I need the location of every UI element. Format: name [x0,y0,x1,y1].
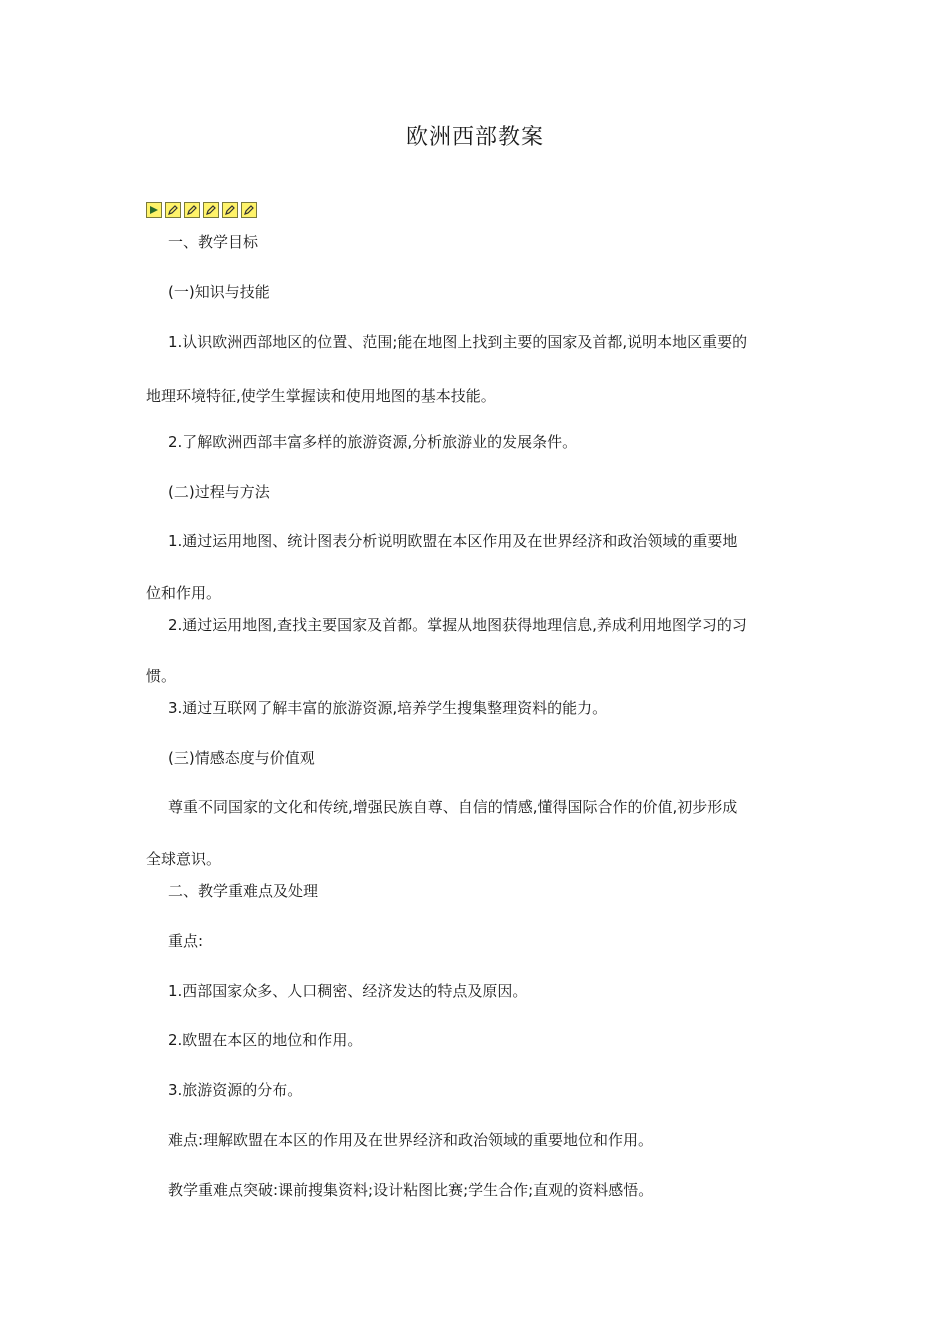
list-item: 2.欧盟在本区的地位和作用。 [168,1031,363,1049]
paragraph-line: 1.通过运用地图、统计图表分析说明欧盟在本区作用及在世界经济和政治领域的重要地 [168,532,738,550]
toolbar-icons [146,202,257,218]
subheading-knowledge: (一)知识与技能 [168,283,270,301]
list-item: 1.西部国家众多、人口稠密、经济发达的特点及原因。 [168,982,528,1000]
pencil-icon[interactable] [184,202,200,218]
section-heading-keypoints: 二、教学重难点及处理 [168,882,319,900]
pencil-icon[interactable] [222,202,238,218]
paragraph-line: 惯。 [146,667,177,685]
paragraph-line: 2.了解欧洲西部丰富多样的旅游资源,分析旅游业的发展条件。 [168,433,578,451]
paragraph-line: 难点:理解欧盟在本区的作用及在世界经济和政治领域的重要地位和作用。 [168,1131,654,1149]
paragraph-line: 地理环境特征,使学生掌握读和使用地图的基本技能。 [146,387,496,405]
paragraph-line: 尊重不同国家的文化和传统,增强民族自尊、自信的情感,懂得国际合作的价值,初步形成 [168,798,738,816]
pencil-icon[interactable] [241,202,257,218]
paragraph-line: 教学重难点突破:课前搜集资料;设计粘图比赛;学生合作;直观的资料感悟。 [168,1181,654,1199]
paragraph-line: 3.通过互联网了解丰富的旅游资源,培养学生搜集整理资料的能力。 [168,699,608,717]
subheading-process: (二)过程与方法 [168,483,270,501]
pencil-icon[interactable] [203,202,219,218]
section-heading-objectives: 一、教学目标 [168,233,259,251]
list-item: 3.旅游资源的分布。 [168,1081,303,1099]
paragraph-line: 2.通过运用地图,查找主要国家及首都。掌握从地图获得地理信息,养成利用地图学习的习 [168,616,747,634]
arrow-icon[interactable] [146,202,162,218]
paragraph-line: 全球意识。 [146,850,222,868]
pencil-icon[interactable] [165,202,181,218]
document-title: 欧洲西部教案 [405,125,544,150]
paragraph-line: 位和作用。 [146,584,222,602]
paragraph-line: 1.认识欧洲西部地区的位置、范围;能在地图上找到主要的国家及首都,说明本地区重要的 [168,333,748,351]
subheading-attitude: (三)情感态度与价值观 [168,749,315,767]
subheading-key: 重点: [168,932,204,950]
